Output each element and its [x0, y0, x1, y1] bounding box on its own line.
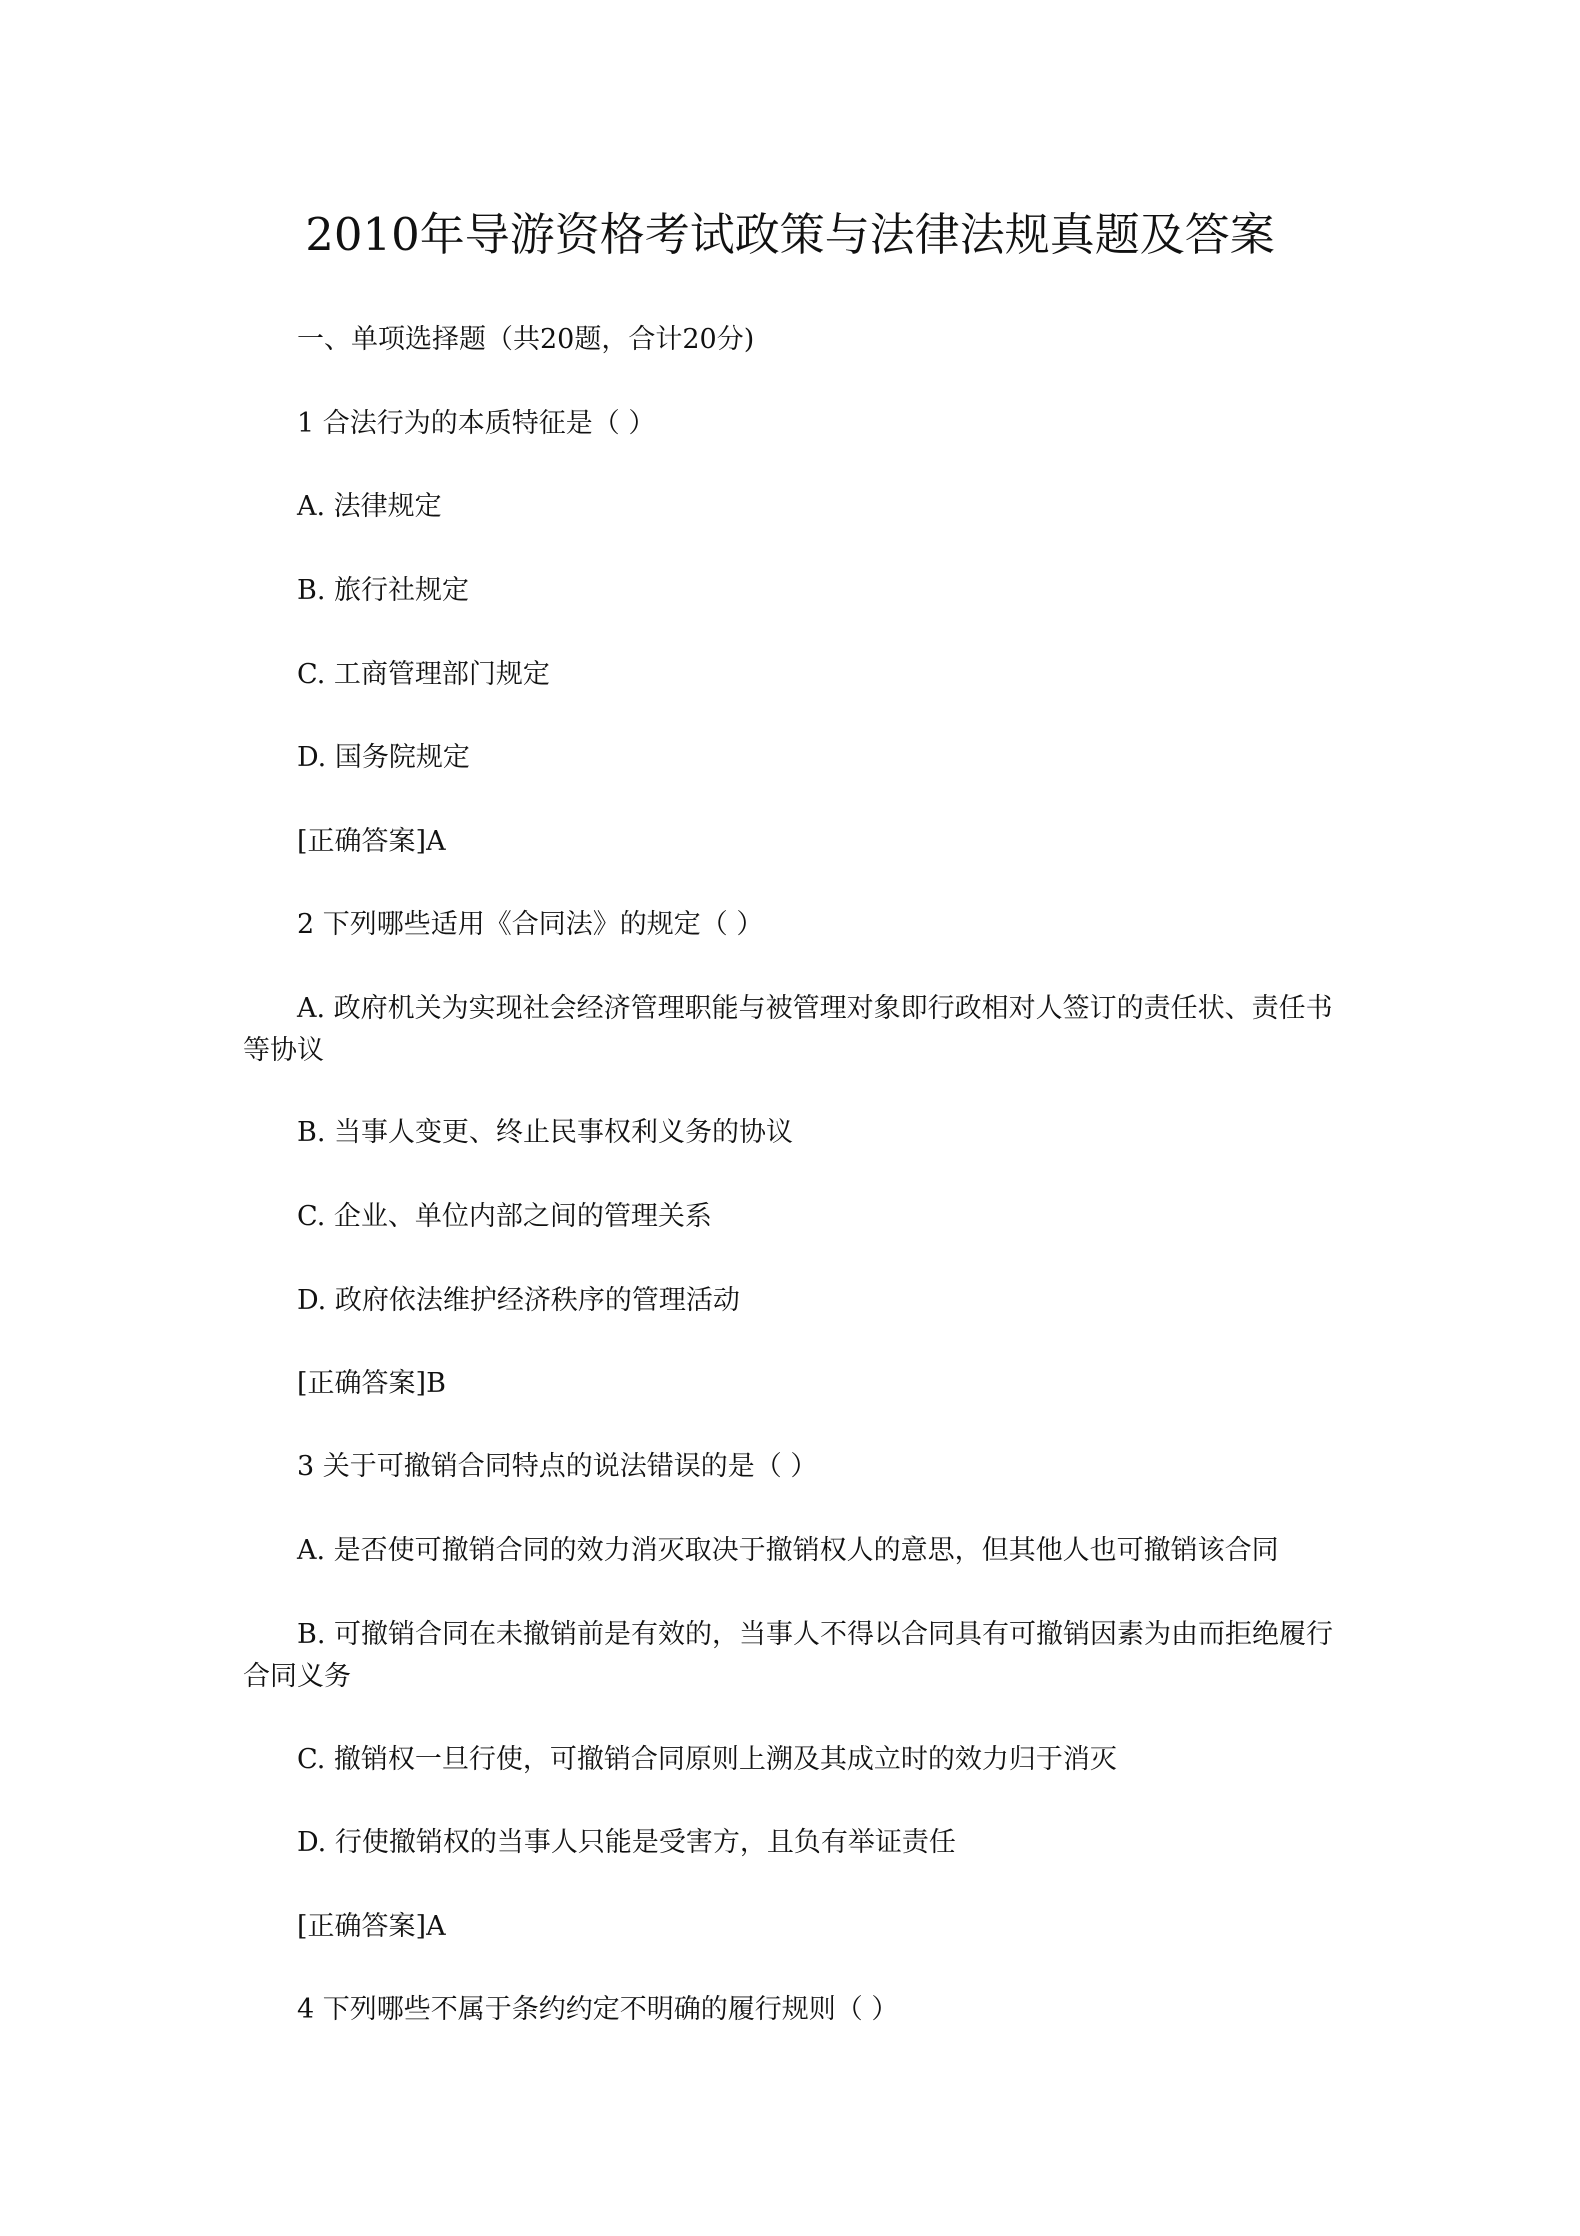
question-2-stem: 2 下列哪些适用《合同法》的规定（ ） — [297, 909, 764, 940]
question-1-stem: 1 合法行为的本质特征是（ ） — [297, 408, 656, 439]
question-3-option-d: D. 行使撤销权的当事人只能是受害方，且负有举证责任 — [297, 1827, 956, 1858]
question-3-option-c: C. 撤销权一旦行使，可撤销合同原则上溯及其成立时的效力归于消灭 — [297, 1744, 1117, 1775]
question-1-answer: [正确答案]A — [297, 826, 446, 857]
question-2-option-a: A. 政府机关为实现社会经济管理职能与被管理对象即行政相对人签订的责任状、责任书等协议 — [243, 993, 1333, 1066]
document-title: 2010年导游资格考试政策与法律法规真题及答案 — [305, 208, 1275, 261]
question-1-option-c: C. 工商管理部门规定 — [297, 659, 550, 690]
question-1-option-a: A. 法律规定 — [297, 491, 442, 522]
question-3-stem: 3 关于可撤销合同特点的说法错误的是（ ） — [297, 1451, 818, 1482]
question-4-stem: 4 下列哪些不属于条约约定不明确的履行规则（ ） — [297, 1994, 899, 2025]
section-heading: 一、单项选择题（共20题，合计20分) — [297, 324, 755, 355]
question-2-option-b: B. 当事人变更、终止民事权利义务的协议 — [297, 1117, 794, 1148]
question-2-option-c: C. 企业、单位内部之间的管理关系 — [297, 1201, 712, 1232]
question-3-answer: [正确答案]A — [297, 1911, 446, 1942]
question-3-option-b: B. 可撤销合同在未撤销前是有效的，当事人不得以合同具有可撤销因素为由而拒绝履行合同义务 — [243, 1619, 1334, 1692]
question-3-option-a: A. 是否使可撤销合同的效力消灭取决于撤销权人的意思，但其他人也可撤销该合同 — [297, 1535, 1279, 1566]
question-2-option-d: D. 政府依法维护经济秩序的管理活动 — [297, 1285, 740, 1316]
question-1-option-d: D. 国务院规定 — [297, 742, 470, 773]
question-2-answer: [正确答案]B — [297, 1368, 446, 1399]
question-1-option-b: B. 旅行社规定 — [297, 575, 470, 606]
